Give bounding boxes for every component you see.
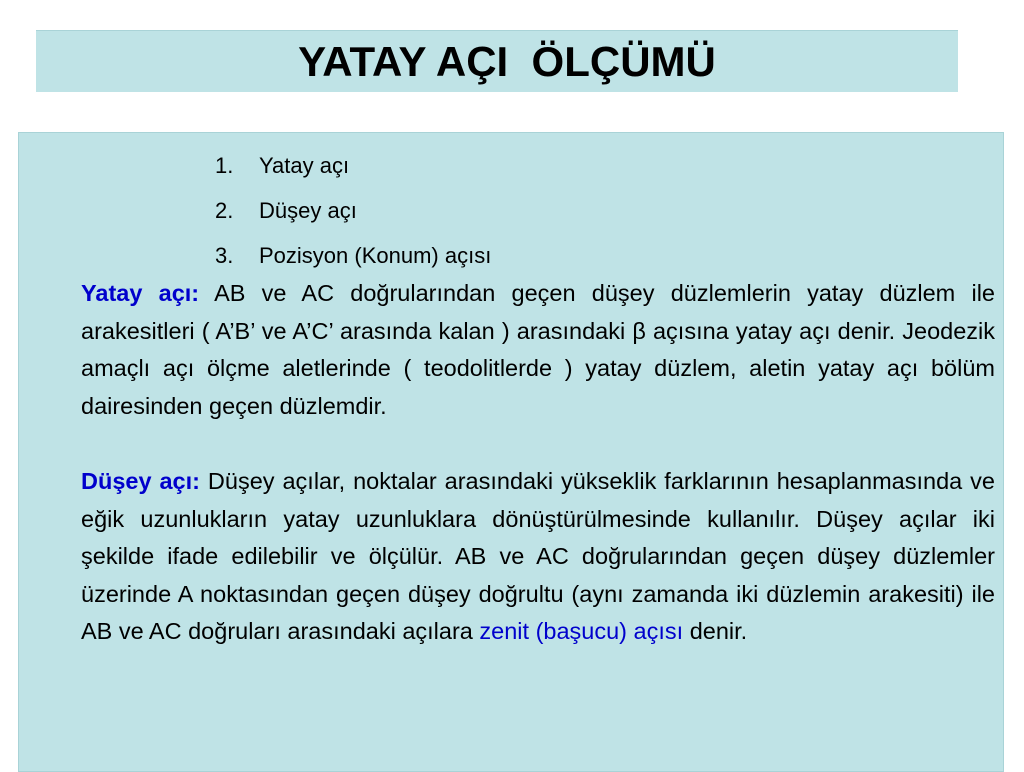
- zenith-angle-highlight: zenit (başucu) açısı: [479, 618, 684, 644]
- vertical-angle-paragraph: [81, 463, 995, 651]
- slide-title: YATAY AÇI ÖLÇÜMÜ: [298, 37, 716, 85]
- paragraph-text: açısına yatay açı denir. Jeodezik amaçlı açı ölçme aletlerinde ( teodolitlerde ) yatay düzlem, aletin yatay açı bölüm dairesinden geçen düzlemdir.: [81, 317, 995, 419]
- horizontal-angle-paragraph: [81, 275, 995, 425]
- list-item-text: Düşey açı: [259, 198, 357, 223]
- angle-types-list: [215, 143, 491, 278]
- paragraph-text: AB ve AC doğrularından geçen düşey düzlemlerin yatay düzlem ile arakesitleri ( A’B’ ve A’C’ arasında kalan ) arasındaki: [81, 280, 996, 344]
- list-item-text: Pozisyon (Konum) açısı: [259, 243, 492, 268]
- list-item: [215, 143, 491, 188]
- list-number: 2.: [215, 198, 234, 223]
- beta-symbol: β: [632, 317, 646, 344]
- list-number: 3.: [215, 243, 234, 268]
- list-item-text: Yatay açı: [259, 153, 350, 178]
- content-box: [18, 132, 1004, 772]
- title-bar: [36, 30, 958, 92]
- horizontal-angle-term: Yatay açı:: [81, 280, 200, 306]
- list-number: 1.: [215, 153, 234, 178]
- list-item: [215, 233, 491, 278]
- vertical-angle-term: Düşey açı:: [81, 468, 200, 494]
- paragraph-text: Düşey açılar, noktalar arasındaki yükseklik farklarının hesaplanmasında ve eğik uzunlukların yatay uzunluklara dönüştürülmesinde kullanılır. Düşey açılar iki şekilde ifade edilebilir ve ölçülür. AB ve AC doğrularından geçen düşey düzlemler üzerinde A noktasından geçen düşey doğrultu (aynı zamanda iki düzlemin arakesiti) ile AB ve AC doğruları arasındaki açılara: [81, 468, 996, 644]
- paragraph-text: denir.: [683, 618, 748, 644]
- list-item: [215, 188, 491, 233]
